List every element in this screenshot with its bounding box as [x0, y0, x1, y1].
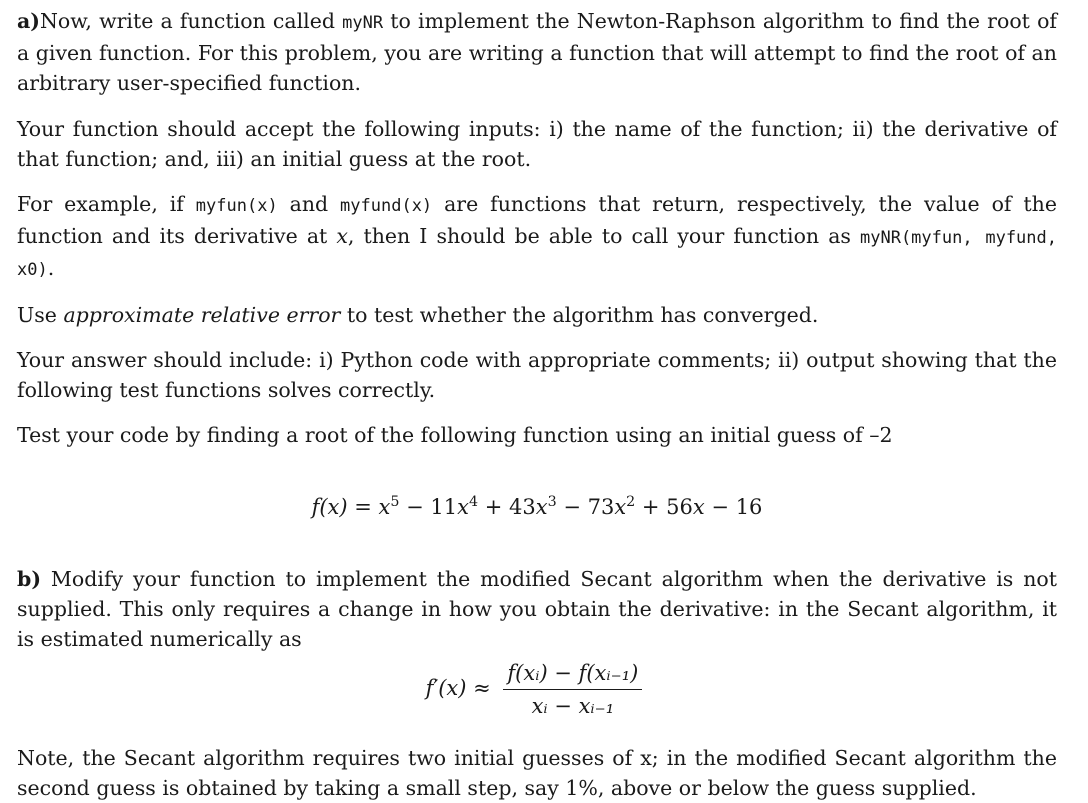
eq-x: x [378, 495, 391, 519]
formula-denominator: xᵢ − xᵢ₋₁ [531, 694, 615, 718]
eq-term-4: + 56 [635, 495, 693, 519]
part-a-label: a) [17, 9, 40, 33]
answer-paragraph: Your answer should include: i) Python code with appropriate comments; ii) output showing that the following test functions solves correctly. [17, 348, 1057, 402]
eq-lhs: f(x) = [311, 495, 379, 519]
eq-term-5: − 16 [704, 495, 763, 519]
eq-x: x [692, 495, 705, 519]
part-b-intro [17, 564, 1057, 654]
example-paragraph [17, 189, 1057, 285]
eq-exp-5: 5 [390, 494, 400, 510]
part-a-text-2: to implement the Newton-Raphson algorithm to find the root of a given function. For this problem, you are writing a function that will attempt to find the root of an arbitrary user-specified function. [17, 9, 1058, 95]
test-paragraph: Test your code by finding a root of the following function using an initial guess of –2 [17, 423, 893, 447]
code-myfun: myfun(x) [195, 196, 278, 216]
code-myfund: myfund(x) [340, 196, 433, 216]
eq-exp-2: 2 [626, 494, 636, 510]
eq-x: x [535, 495, 548, 519]
formula-numerator: f(xᵢ) − f(xᵢ₋₁) [503, 660, 642, 690]
example-text-1: For example, if [17, 192, 196, 216]
part-a-intro [17, 6, 1057, 98]
part-b-label: b) [17, 567, 42, 591]
eq-x: x [614, 495, 627, 519]
eq-term-2: + 43 [478, 495, 536, 519]
approx-relative-error: approximate relative error [63, 303, 341, 327]
note-paragraph: Note, the Secant algorithm requires two initial guesses of x; in the modified Secant algorithm the second guess is obtained by taking a small step, say 1%, above or below the guess supplied. [17, 746, 1057, 800]
convergence-text-2: to test whether the algorithm has converged. [340, 303, 819, 327]
code-mynr-call: myNR(myfun, myfund, x0) [17, 228, 1058, 280]
test-function-equation [17, 492, 1057, 522]
inputs-paragraph: Your function should accept the following inputs: i) the name of the function; ii) the derivative of that function; and, iii) an initial guess at the root. [17, 117, 1057, 171]
formula-lhs: f′(x) ≈ [425, 676, 491, 700]
example-text-3: are functions that return, respectively, the value of the function and its derivative at [17, 192, 1057, 248]
part-b-text: Modify your function to implement the modified Secant algorithm when the derivative is not supplied. This only requires a change in how you obtain the derivative: in the Secant algorithm, it is estimated numerically as [17, 567, 1057, 651]
formula-fraction [503, 660, 642, 719]
eq-exp-4: 4 [468, 494, 479, 510]
math-x: x [336, 224, 348, 248]
part-a-text-1: Now, write a function called [39, 9, 343, 33]
example-text-5: . [47, 256, 55, 280]
secant-derivative-formula [17, 660, 1057, 719]
example-text-4: , then I should be able to call your function as [347, 224, 860, 248]
problem-document [17, 4, 1057, 803]
eq-x: x [457, 495, 469, 519]
eq-exp-3: 3 [547, 494, 557, 510]
eq-term-1: − 11 [399, 495, 458, 519]
convergence-paragraph [17, 300, 1057, 330]
example-text-2: and [277, 192, 341, 216]
function-name-mynr: myNR [342, 13, 384, 33]
eq-term-3: − 73 [556, 495, 615, 519]
convergence-text-1: Use [17, 303, 64, 327]
